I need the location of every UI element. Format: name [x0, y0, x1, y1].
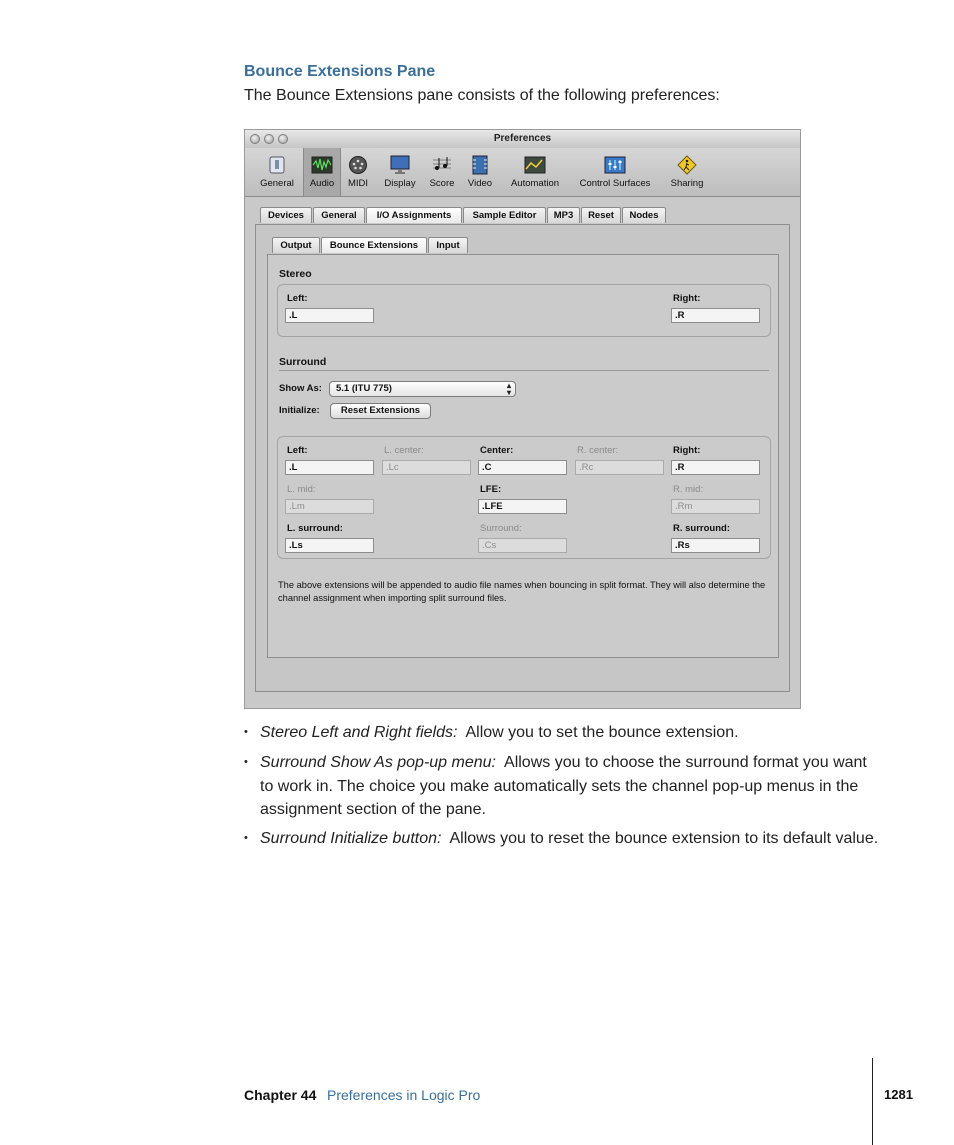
display-icon [389, 155, 411, 175]
initialize-label: Initialize: [279, 405, 320, 416]
tab-mp3[interactable]: MP3 [547, 207, 580, 223]
footer-chapter: Chapter 44 [244, 1087, 317, 1103]
updown-arrows-icon: ▴ ▾ [506, 381, 511, 397]
tab-io-assignments[interactable]: I/O Assignments [366, 207, 462, 223]
surround-divider [279, 370, 769, 371]
center-field[interactable]: .C [478, 460, 567, 475]
footer-divider [872, 1058, 873, 1145]
lfe-field[interactable]: .LFE [478, 499, 567, 514]
subtab-input[interactable]: Input [428, 237, 468, 253]
automation-icon [524, 155, 546, 175]
center-label: Center: [480, 445, 514, 456]
midi-icon [347, 155, 369, 175]
left-channel-label: Left: [287, 445, 308, 456]
stereo-right-field[interactable]: .R [671, 308, 760, 323]
subtab-bounce-extensions[interactable]: Bounce Extensions [321, 237, 427, 253]
page-number: 1281 [884, 1087, 913, 1102]
preferences-window [244, 129, 801, 709]
lfe-label: LFE: [480, 484, 502, 495]
sub-tabs [272, 237, 572, 254]
toolbar-general[interactable]: General [255, 148, 299, 196]
surround-center-field: .Cs [478, 538, 567, 553]
r-center-field: .Rc [575, 460, 664, 475]
footer-chapter-title: Preferences in Logic Pro [327, 1087, 481, 1103]
video-icon [469, 155, 491, 175]
bullet-text: Allow you to set the bounce extension. [465, 724, 739, 741]
bullet-icon: • [244, 726, 248, 738]
l-mid-field: .Lm [285, 499, 374, 514]
toolbar-control-surfaces[interactable]: Control Surfaces [573, 148, 657, 196]
show-as-label: Show As: [279, 383, 322, 394]
stereo-left-label: Left: [287, 293, 308, 304]
toolbar-automation[interactable]: Automation [503, 148, 567, 196]
l-mid-label: L. mid: [287, 484, 316, 495]
bullet-term: Surround Initialize button: [260, 830, 442, 847]
toolbar-video[interactable]: Video [463, 148, 497, 196]
surround-center-label: Surround: [480, 523, 522, 534]
tab-reset[interactable]: Reset [581, 207, 621, 223]
stereo-heading: Stereo [279, 268, 312, 280]
bullet-term: Surround Show As pop-up menu: [260, 754, 496, 771]
l-center-field: .Lc [382, 460, 471, 475]
subtab-output[interactable]: Output [272, 237, 320, 253]
sharing-icon [676, 155, 698, 175]
reset-extensions-button[interactable]: Reset Extensions [330, 403, 431, 419]
intro-paragraph: The Bounce Extensions pane consists of the following preferences: [244, 87, 720, 104]
tab-general[interactable]: General [313, 207, 365, 223]
tab-nodes[interactable]: Nodes [622, 207, 666, 223]
r-mid-field: .Rm [671, 499, 760, 514]
bullet-term: Stereo Left and Right fields: [260, 724, 458, 741]
right-channel-field[interactable]: .R [671, 460, 760, 475]
r-mid-label: R. mid: [673, 484, 704, 495]
show-as-popup[interactable] [329, 381, 516, 397]
right-channel-label: Right: [673, 445, 701, 456]
l-surround-field[interactable]: .Ls [285, 538, 374, 553]
window-title: Preferences [493, 133, 552, 144]
toolbar-sharing[interactable]: Sharing [664, 148, 710, 196]
surround-heading: Surround [279, 356, 327, 368]
general-icon [266, 155, 288, 175]
left-channel-field[interactable]: .L [285, 460, 374, 475]
toolbar [245, 148, 800, 197]
toolbar-audio[interactable]: Audio [303, 148, 341, 196]
l-surround-label: L. surround: [287, 523, 343, 534]
stereo-left-field[interactable]: .L [285, 308, 374, 323]
r-surround-field[interactable]: .Rs [671, 538, 760, 553]
r-surround-label: R. surround: [673, 523, 730, 534]
tab-sample-editor[interactable]: Sample Editor [463, 207, 546, 223]
bullet-icon: • [244, 756, 248, 768]
bullet-text: Allows you to choose the surround format you want to work in. The choice you make automatically sets the channel pop-up menus in the assignment section of the pane. [260, 754, 867, 818]
bullet-icon: • [244, 832, 248, 844]
section-title: Bounce Extensions Pane [244, 63, 436, 80]
toolbar-display[interactable]: Display [378, 148, 422, 196]
l-center-label: L. center: [384, 445, 424, 456]
bullet-text: Allows you to reset the bounce extension to its default value. [449, 830, 879, 847]
audio-icon [311, 155, 333, 175]
score-icon [431, 155, 453, 175]
toolbar-score[interactable]: Score [426, 148, 458, 196]
title-bar [245, 130, 800, 149]
extensions-note: The above extensions will be appended to audio file names when bouncing in split format. They will also determine the channel assignment when importing split surround files. [278, 580, 766, 603]
main-tabs [260, 207, 780, 224]
stereo-right-label: Right: [673, 293, 701, 304]
show-as-value: 5.1 (ITU 775) [336, 383, 392, 394]
tab-devices[interactable]: Devices [260, 207, 312, 223]
toolbar-midi[interactable]: MIDI [343, 148, 373, 196]
control-surfaces-icon [604, 155, 626, 175]
r-center-label: R. center: [577, 445, 619, 456]
